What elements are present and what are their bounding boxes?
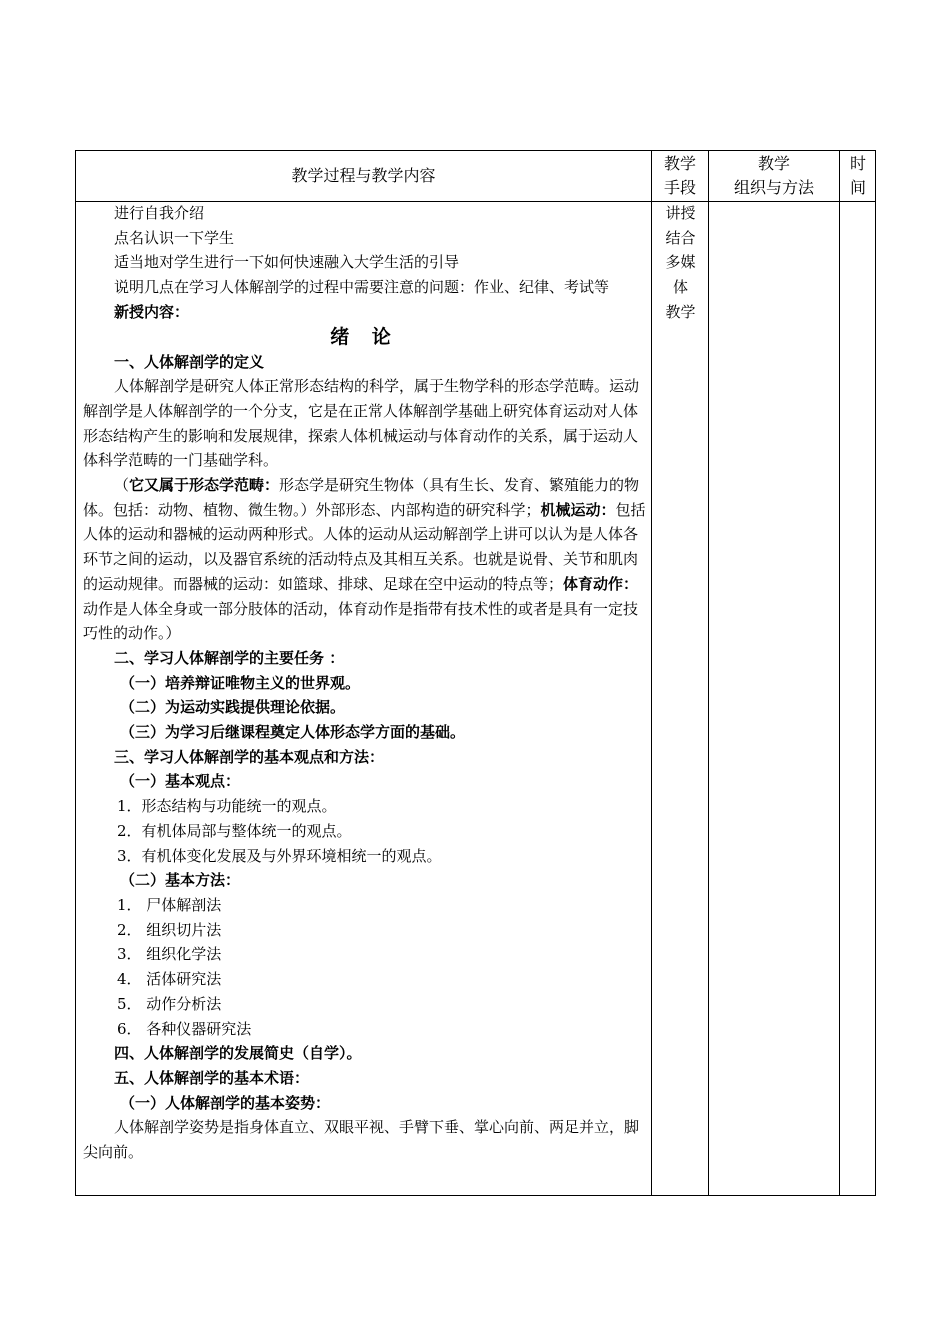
paragraph: 人体解剖学姿势是指身体直立、双眼平视、手臂下垂、掌心向前、两足并立，脚尖向前。: [83, 1118, 640, 1162]
section-heading: 一、人体解剖学的定义: [114, 352, 265, 371]
subsection-heading: （二）基本方法：: [120, 871, 241, 890]
list-item: 1． 尸体解剖法: [117, 895, 222, 914]
paragraph: 人体解剖学是研究人体正常形态结构的科学，属于生物学科的形态学范畴。运动解剖学是人体解剖学的一个分支，它是在正常人体解剖学基础上研究体育运动对人体形态结构产生的影响和发展规律，探索人体机械运动与体育动作的关系，属于运动人体科学范畴的一门基础学科。: [83, 377, 640, 470]
lecture-title: 绪 论: [330, 325, 399, 348]
subsection-heading: （一）基本观点：: [120, 772, 241, 791]
intro-line: 进行自我介绍: [114, 204, 205, 222]
subsection-heading: （三）为学习后继课程奠定人体形态学方面的基础。: [120, 723, 466, 742]
subsection-heading: （一）培养辩证唯物主义的世界观。: [120, 673, 361, 692]
teaching-means-cell: 讲授 结合 多媒 体 教学: [665, 204, 696, 321]
paragraph: （它又属于形态学范畴：形态学是研究生物体（具有生长、发育、繁殖能力的物体。包括：动物、植物、微生物。）外部形态、内部构造的研究科学；机械运动：包括人体的运动和器械的运动两种形式。人体的运动从运动解剖学上讲可以认为是人体各环节之间的运动，以及器官系统的活动特点及其相互关系。也就是说骨、关节和肌肉的运动规律。而器械的运动：如篮球、排球、足球在空中运动的特点等；体育动作：动作是人体全身或一部分肢体的活动，体育动作是指带有技术性的或者是具有一定技巧性的动作。）: [83, 476, 646, 643]
section-heading: 五、人体解剖学的基本术语：: [114, 1068, 310, 1087]
list-item: 2．有机体局部与整体统一的观点。: [117, 821, 352, 840]
column-divider: [839, 151, 840, 1195]
list-item: 3． 组织化学法: [117, 945, 222, 964]
intro-line: 点名认识一下学生: [114, 228, 235, 247]
header-process-content: 教学过程与教学内容: [291, 166, 436, 185]
intro-line: 适当地对学生进行一下如何快速融入大学生活的引导: [114, 253, 460, 272]
list-item: 3．有机体变化发展及与外界环境相统一的观点。: [117, 846, 442, 865]
list-item: 2． 组织切片法: [117, 920, 222, 939]
section-heading: 二、学习人体解剖学的主要任务 ：: [114, 648, 345, 667]
list-item: 1．形态结构与功能统一的观点。: [117, 797, 337, 816]
list-item: 5． 动作分析法: [117, 994, 222, 1013]
section-heading: 四、人体解剖学的发展简史（自学）。: [114, 1044, 362, 1063]
header-means: 教学 手段: [663, 154, 696, 197]
lesson-table: [75, 150, 876, 1196]
subsection-heading: （一）人体解剖学的基本姿势：: [120, 1093, 331, 1112]
new-content-label: 新授内容：: [114, 302, 190, 321]
content-cell: [83, 201, 646, 1165]
list-item: 6． 各种仪器研究法: [117, 1019, 252, 1038]
header-organization-method: 教学 组织与方法: [733, 154, 814, 197]
subsection-heading: （二）为运动实践提供理论依据。: [120, 698, 346, 717]
intro-line: 说明几点在学习人体解剖学的过程中需要注意的问题：作业、纪律、考试等: [114, 278, 610, 297]
header-time: 时 间: [849, 154, 866, 197]
list-item: 4． 活体研究法: [117, 970, 222, 989]
section-heading: 三、学习人体解剖学的基本观点和方法：: [114, 747, 385, 766]
